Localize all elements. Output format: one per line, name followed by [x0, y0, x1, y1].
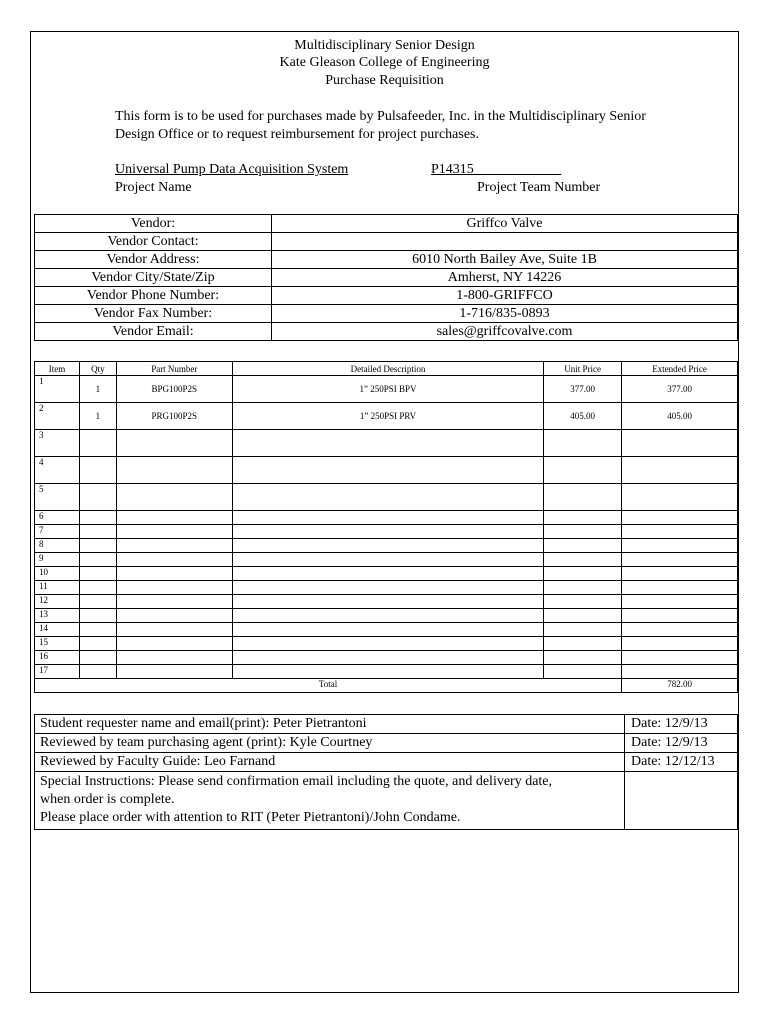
vendor-field-value: 1-716/835-0893	[272, 305, 738, 323]
table-row	[35, 376, 738, 403]
vendor-table	[34, 214, 738, 341]
item-unit-price	[544, 623, 622, 637]
item-unit-price	[544, 567, 622, 581]
total-row	[35, 679, 738, 693]
item-part-number	[116, 511, 232, 525]
item-description	[232, 637, 543, 651]
item-description	[232, 595, 543, 609]
table-row	[35, 595, 738, 609]
item-number: 3	[35, 430, 80, 457]
item-extended-price	[622, 623, 738, 637]
item-part-number: BPG100P2S	[116, 376, 232, 403]
vendor-row	[35, 269, 738, 287]
item-description: 1” 250PSI BPV	[232, 376, 543, 403]
item-extended-price: 405.00	[622, 403, 738, 430]
item-number: 12	[35, 595, 80, 609]
table-row	[35, 623, 738, 637]
vendor-field-label: Vendor Contact:	[35, 233, 272, 251]
item-unit-price	[544, 511, 622, 525]
item-qty	[79, 457, 116, 484]
item-extended-price	[622, 651, 738, 665]
item-number: 16	[35, 651, 80, 665]
item-description	[232, 539, 543, 553]
item-description	[232, 553, 543, 567]
requisition-form	[30, 31, 739, 993]
table-row	[35, 581, 738, 595]
item-qty: 1	[79, 376, 116, 403]
items-table	[34, 361, 738, 693]
table-row	[35, 665, 738, 679]
item-description	[232, 609, 543, 623]
item-unit-price	[544, 637, 622, 651]
table-row	[35, 511, 738, 525]
item-unit-price	[544, 430, 622, 457]
item-extended-price	[622, 553, 738, 567]
vendor-field-label: Vendor City/State/Zip	[35, 269, 272, 287]
item-extended-price	[622, 581, 738, 595]
item-extended-price	[622, 609, 738, 623]
special-instructions-line: when order is complete.	[40, 792, 175, 807]
table-row	[35, 567, 738, 581]
vendor-field-value: 1-800-GRIFFCO	[272, 287, 738, 305]
item-part-number	[116, 553, 232, 567]
item-qty	[79, 525, 116, 539]
item-qty	[79, 665, 116, 679]
agent-date: Date: 12/9/13	[625, 734, 738, 753]
project-name-label: Project Name	[115, 180, 192, 195]
vendor-field-value	[272, 233, 738, 251]
item-extended-price	[622, 511, 738, 525]
special-instructions-line: Special Instructions: Please send confirmation email including the quote, and delivery date,	[40, 774, 553, 789]
form-title: Purchase Requisition	[325, 73, 444, 88]
item-qty: 1	[79, 403, 116, 430]
item-number: 1	[35, 376, 80, 403]
item-number: 17	[35, 665, 80, 679]
item-number: 2	[35, 403, 80, 430]
item-part-number	[116, 581, 232, 595]
vendor-field-value: Amherst, NY 14226	[272, 269, 738, 287]
agent-row	[35, 734, 738, 753]
items-header-row	[35, 362, 738, 376]
faculty-guide-field: Reviewed by Faculty Guide: Leo Farnand	[35, 753, 625, 772]
item-extended-price	[622, 525, 738, 539]
column-header: Unit Price	[544, 362, 622, 376]
item-extended-price	[622, 665, 738, 679]
item-number: 6	[35, 511, 80, 525]
item-unit-price	[544, 581, 622, 595]
item-description	[232, 581, 543, 595]
item-description	[232, 651, 543, 665]
item-number: 7	[35, 525, 80, 539]
vendor-row	[35, 251, 738, 269]
item-extended-price	[622, 567, 738, 581]
vendor-field-value: sales@griffcovalve.com	[272, 323, 738, 341]
item-part-number	[116, 457, 232, 484]
item-description	[232, 567, 543, 581]
table-row	[35, 484, 738, 511]
item-description	[232, 457, 543, 484]
project-number-value: P14315	[431, 162, 562, 177]
item-qty	[79, 609, 116, 623]
vendor-field-value: Griffco Valve	[272, 215, 738, 233]
item-part-number	[116, 637, 232, 651]
vendor-field-label: Vendor:	[35, 215, 272, 233]
table-row	[35, 609, 738, 623]
student-date: Date: 12/9/13	[625, 715, 738, 734]
table-row	[35, 637, 738, 651]
item-qty	[79, 553, 116, 567]
item-number: 9	[35, 553, 80, 567]
vendor-row	[35, 305, 738, 323]
vendor-row	[35, 233, 738, 251]
item-description	[232, 525, 543, 539]
column-header: Extended Price	[622, 362, 738, 376]
item-description	[232, 511, 543, 525]
vendor-field-label: Vendor Email:	[35, 323, 272, 341]
special-instructions-date-blank	[625, 772, 738, 830]
item-part-number	[116, 651, 232, 665]
item-part-number	[116, 609, 232, 623]
item-extended-price	[622, 637, 738, 651]
column-header: Item	[35, 362, 80, 376]
item-number: 11	[35, 581, 80, 595]
item-unit-price	[544, 665, 622, 679]
purchasing-agent-field: Reviewed by team purchasing agent (print): Kyle Courtney	[35, 734, 625, 753]
item-part-number	[116, 484, 232, 511]
item-extended-price	[622, 484, 738, 511]
item-qty	[79, 637, 116, 651]
column-header: Detailed Description	[232, 362, 543, 376]
table-row	[35, 651, 738, 665]
item-description	[232, 665, 543, 679]
item-number: 10	[35, 567, 80, 581]
item-description: 1” 250PSI PRV	[232, 403, 543, 430]
signoff-table	[34, 714, 738, 830]
special-instructions	[35, 772, 625, 830]
item-unit-price	[544, 595, 622, 609]
item-number: 14	[35, 623, 80, 637]
student-row	[35, 715, 738, 734]
item-extended-price: 377.00	[622, 376, 738, 403]
project-number-label: Project Team Number	[477, 180, 601, 195]
special-instructions-line: Please place order with attention to RIT (Peter Pietrantoni)/John Condame.	[40, 810, 461, 825]
item-unit-price	[544, 609, 622, 623]
item-qty	[79, 651, 116, 665]
item-number: 8	[35, 539, 80, 553]
item-qty	[79, 511, 116, 525]
item-extended-price	[622, 457, 738, 484]
item-qty	[79, 539, 116, 553]
item-part-number	[116, 525, 232, 539]
item-qty	[79, 581, 116, 595]
table-row	[35, 457, 738, 484]
vendor-row	[35, 215, 738, 233]
item-number: 15	[35, 637, 80, 651]
vendor-field-label: Vendor Fax Number:	[35, 305, 272, 323]
item-qty	[79, 567, 116, 581]
item-part-number: PRG100P2S	[116, 403, 232, 430]
item-qty	[79, 484, 116, 511]
item-unit-price	[544, 484, 622, 511]
vendor-field-value: 6010 North Bailey Ave, Suite 1B	[272, 251, 738, 269]
table-row	[35, 525, 738, 539]
table-row	[35, 539, 738, 553]
vendor-field-label: Vendor Phone Number:	[35, 287, 272, 305]
intro-text: This form is to be used for purchases made by Pulsafeeder, Inc. in the Multidisciplinary Senior Design Office or to request reimbursement for project purchases.	[115, 109, 646, 142]
project-name-value: Universal Pump Data Acquisition System	[115, 162, 349, 177]
item-number: 13	[35, 609, 80, 623]
item-unit-price	[544, 553, 622, 567]
item-part-number	[116, 430, 232, 457]
vendor-row	[35, 287, 738, 305]
item-number: 5	[35, 484, 80, 511]
item-unit-price	[544, 525, 622, 539]
student-requester-field: Student requester name and email(print): Peter Pietrantoni	[35, 715, 625, 734]
item-part-number	[116, 595, 232, 609]
vendor-field-label: Vendor Address:	[35, 251, 272, 269]
form-heading-program: Multidisciplinary Senior Design	[294, 38, 475, 53]
item-part-number	[116, 567, 232, 581]
item-description	[232, 623, 543, 637]
item-part-number	[116, 623, 232, 637]
form-heading-college: Kate Gleason College of Engineering	[279, 55, 490, 70]
item-unit-price	[544, 651, 622, 665]
table-row	[35, 553, 738, 567]
guide-date: Date: 12/12/13	[625, 753, 738, 772]
table-row	[35, 403, 738, 430]
total-value: 782.00	[622, 679, 738, 693]
item-qty	[79, 623, 116, 637]
item-description	[232, 430, 543, 457]
item-extended-price	[622, 595, 738, 609]
item-part-number	[116, 539, 232, 553]
item-extended-price	[622, 539, 738, 553]
item-extended-price	[622, 430, 738, 457]
item-qty	[79, 595, 116, 609]
column-header: Qty	[79, 362, 116, 376]
item-number: 4	[35, 457, 80, 484]
item-qty	[79, 430, 116, 457]
item-unit-price	[544, 457, 622, 484]
item-part-number	[116, 665, 232, 679]
item-description	[232, 484, 543, 511]
item-unit-price: 377.00	[544, 376, 622, 403]
item-unit-price	[544, 539, 622, 553]
table-row	[35, 430, 738, 457]
special-instructions-row	[35, 772, 738, 830]
guide-row	[35, 753, 738, 772]
vendor-row	[35, 323, 738, 341]
total-label: Total	[35, 679, 622, 693]
column-header: Part Number	[116, 362, 232, 376]
item-unit-price: 405.00	[544, 403, 622, 430]
